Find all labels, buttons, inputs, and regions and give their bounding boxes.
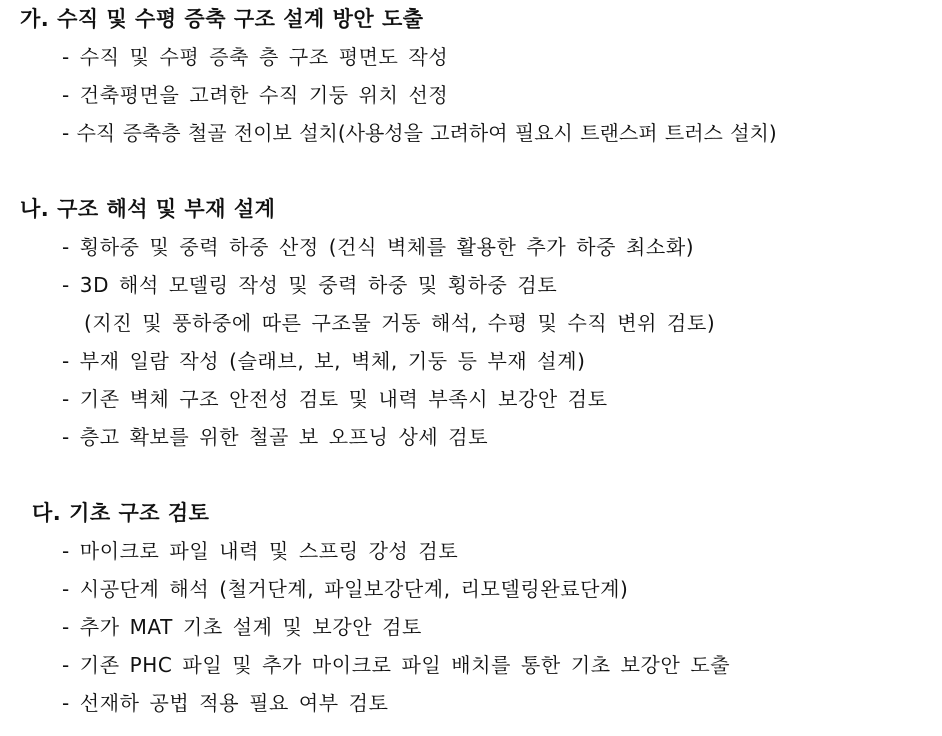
list-item: - 층고 확보를 위한 철골 보 오프닝 상세 검토 (62, 425, 489, 449)
section-heading-na: 나. 구조 해석 및 부재 설계 (20, 197, 276, 221)
list-item: - 기존 벽체 구조 안전성 검토 및 내력 부족시 보강안 검토 (62, 387, 608, 411)
list-item-continuation: (지진 및 풍하중에 따른 구조물 거동 해석, 수평 및 수직 변위 검토) (84, 311, 716, 335)
list-item: - 시공단계 해석 (철거단계, 파일보강단계, 리모델링완료단계) (62, 577, 629, 601)
section-heading-ga: 가. 수직 및 수평 증축 구조 설계 방안 도출 (20, 7, 424, 31)
list-item: - 건축평면을 고려한 수직 기둥 위치 선정 (62, 83, 449, 107)
list-item: - 수직 증축층 철골 전이보 설치(사용성을 고려하여 필요시 트랜스퍼 트러스 설치) (62, 121, 777, 145)
section-heading-da: 다. 기초 구조 검토 (32, 501, 210, 525)
list-item: - 3D 해석 모델링 작성 및 중력 하중 및 횡하중 검토 (62, 273, 558, 297)
list-item: - 수직 및 수평 증축 층 구조 평면도 작성 (62, 45, 449, 69)
list-item: - 부재 일람 작성 (슬래브, 보, 벽체, 기둥 등 부재 설계) (62, 349, 586, 373)
list-item: - 횡하중 및 중력 하중 산정 (건식 벽체를 활용한 추가 하중 최소화) (62, 235, 695, 259)
list-item: - 추가 MAT 기초 설계 및 보강안 검토 (62, 615, 422, 639)
list-item: - 선재하 공법 적용 필요 여부 검토 (62, 691, 389, 715)
list-item: - 마이크로 파일 내력 및 스프링 강성 검토 (62, 539, 459, 563)
list-item: - 기존 PHC 파일 및 추가 마이크로 파일 배치를 통한 기초 보강안 도출 (62, 653, 731, 677)
